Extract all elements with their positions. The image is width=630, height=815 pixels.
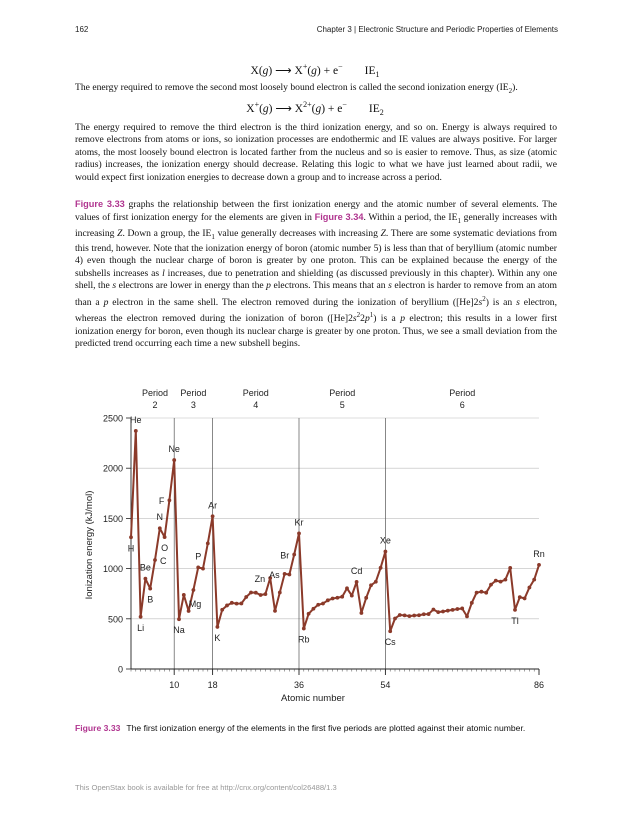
data-point bbox=[172, 458, 176, 462]
equation-ie1: X(g) ⟶ X+(g) + e− $IE_1$ bbox=[250, 62, 380, 80]
data-point bbox=[422, 612, 426, 616]
data-point bbox=[220, 608, 224, 612]
caption-text: The first ionization energy of the elements in the first five periods are plotted against their atomic number. bbox=[126, 723, 526, 733]
element-label: Rb bbox=[298, 634, 310, 645]
data-point bbox=[345, 586, 349, 590]
data-point bbox=[470, 601, 474, 605]
data-point bbox=[504, 578, 508, 582]
data-point bbox=[475, 591, 479, 595]
data-point bbox=[225, 604, 229, 608]
data-point bbox=[196, 565, 200, 569]
data-point bbox=[523, 597, 527, 601]
data-point bbox=[129, 535, 133, 539]
data-point bbox=[326, 598, 330, 602]
y-axis-label: Ionization energy (kJ/mol) bbox=[84, 490, 95, 600]
period-number: 4 bbox=[253, 400, 259, 410]
data-point bbox=[408, 614, 412, 618]
data-point bbox=[508, 566, 512, 570]
caption-label: Figure 3.33 bbox=[75, 723, 121, 733]
data-point bbox=[211, 514, 215, 518]
data-point bbox=[436, 610, 440, 614]
y-tick-label: 2000 bbox=[102, 463, 123, 474]
x-tick-label: 54 bbox=[380, 680, 391, 690]
data-point bbox=[302, 627, 306, 631]
chapter-header: Chapter 3 | Electronic Structure and Periodic Properties of Elements bbox=[316, 25, 558, 34]
period-label: Period bbox=[329, 388, 356, 398]
period-number: 5 bbox=[339, 400, 345, 410]
y-tick-label: 1000 bbox=[102, 564, 123, 575]
data-point bbox=[336, 596, 340, 600]
period-label: Period bbox=[242, 388, 269, 398]
period-label: Period bbox=[141, 388, 169, 398]
data-point bbox=[163, 535, 167, 539]
figure-3-33-link[interactable]: Figure 3.33 bbox=[75, 199, 125, 209]
data-point bbox=[259, 593, 263, 597]
y-tick-label: 500 bbox=[107, 614, 123, 625]
data-point bbox=[273, 609, 277, 613]
element-label: He bbox=[130, 414, 142, 425]
period-number: 2 bbox=[152, 400, 158, 410]
data-point bbox=[153, 558, 157, 562]
element-label: Zn bbox=[254, 574, 266, 585]
data-point bbox=[192, 588, 196, 592]
data-point bbox=[518, 595, 522, 599]
element-label: Ar bbox=[208, 500, 218, 511]
data-point bbox=[480, 590, 484, 594]
element-label: Na bbox=[173, 625, 185, 636]
data-point bbox=[168, 498, 172, 502]
data-point bbox=[158, 526, 162, 530]
element-label: O bbox=[161, 543, 169, 554]
data-point bbox=[264, 592, 268, 596]
x-tick-label: 10 bbox=[169, 680, 180, 690]
y-tick-label: 2500 bbox=[102, 413, 123, 424]
data-point bbox=[297, 531, 301, 535]
page-number: 162 bbox=[75, 25, 89, 34]
period-label: Period bbox=[180, 388, 207, 398]
data-point bbox=[230, 601, 234, 605]
data-point bbox=[379, 566, 383, 570]
x-axis-label: Atomic number bbox=[281, 693, 345, 704]
data-point bbox=[388, 629, 392, 633]
element-label: Xe bbox=[379, 535, 391, 546]
element-label: Rn bbox=[533, 548, 545, 559]
element-label: H bbox=[127, 543, 135, 554]
data-point bbox=[427, 612, 431, 616]
data-point bbox=[441, 610, 445, 614]
data-point bbox=[206, 541, 210, 545]
element-label: N bbox=[156, 512, 164, 523]
data-point bbox=[384, 550, 388, 554]
paragraph-figure-discussion: Figure 3.33 graphs the relationship between the first ionization energy and the atomic number of several elements. The values of first ionization energy for the elements are given in Figure 3.34. Within a period, the $IE_1$ generally increases with increasing Z. Down a group, the $IE_1$ value generally decreases with increasing Z. There are some systematic deviations from this trend, however. Note that the ionization energy of boron (atomic number 5) is less than that of beryllium (atomic number 4) even though the nuclear charge of boron is greater by one proton. This can be explained because the energy of the subshells increases as l increases, due to penetration and shielding (as discussed previously in this chapter). Within any one shell, the s electrons are lower in energy than the p electrons. This means that an s electron is harder to remove from an atom than a p electron in the same shell. The electron removed during the ionization of beryllium $([He]2s^2)$ is an s electron, whereas the electron removed during the ionization of boron $([He]2s^22p^1)$ is a p electron; this results in a lower first ionization energy for boron, even though its nuclear charge is greater by one proton. Thus, we see a small deviation from the predicted trend occurring each time a new subshell begins. bbox=[75, 199, 558, 350]
element-label: Be bbox=[139, 562, 151, 573]
data-point bbox=[240, 602, 244, 606]
data-point bbox=[331, 597, 335, 601]
data-point bbox=[456, 607, 460, 611]
data-point bbox=[489, 583, 493, 587]
data-point bbox=[537, 563, 541, 567]
data-point bbox=[148, 587, 152, 591]
data-point bbox=[393, 617, 397, 621]
data-point bbox=[412, 614, 416, 618]
element-label: C bbox=[160, 555, 167, 566]
data-point bbox=[494, 579, 498, 583]
data-point bbox=[360, 611, 364, 615]
data-point bbox=[278, 591, 282, 595]
data-point bbox=[460, 607, 464, 611]
x-tick-label: 18 bbox=[207, 680, 218, 690]
element-label: Li bbox=[137, 622, 145, 633]
equation-ie2: X+(g) ⟶ $X^{2+}(g) + e^-$ $IE_2$ bbox=[246, 100, 384, 118]
data-point bbox=[254, 591, 258, 595]
figure-3-34-link[interactable]: Figure 3.34 bbox=[314, 212, 364, 223]
period-number: 6 bbox=[459, 400, 465, 410]
data-point bbox=[432, 608, 436, 612]
element-label: Br bbox=[280, 550, 290, 561]
element-label: Cs bbox=[384, 637, 396, 648]
data-point bbox=[451, 608, 455, 612]
data-point bbox=[465, 614, 469, 618]
data-point bbox=[235, 602, 239, 606]
data-point bbox=[316, 603, 320, 607]
element-label: Kr bbox=[294, 517, 304, 528]
data-point bbox=[364, 596, 368, 600]
element-label: As bbox=[269, 569, 280, 580]
data-point bbox=[532, 578, 536, 582]
x-tick-label: 86 bbox=[533, 680, 545, 690]
data-point bbox=[446, 609, 450, 613]
data-point bbox=[244, 595, 248, 599]
data-point bbox=[374, 580, 378, 584]
data-point bbox=[312, 607, 316, 611]
element-label: P bbox=[195, 551, 202, 562]
data-point bbox=[321, 602, 325, 606]
data-point bbox=[398, 613, 402, 617]
element-label: B bbox=[147, 594, 154, 605]
element-label: K bbox=[214, 632, 221, 643]
data-point bbox=[369, 583, 373, 587]
data-point bbox=[403, 613, 407, 617]
data-point bbox=[187, 609, 191, 613]
element-label: Tl bbox=[511, 615, 519, 626]
data-point bbox=[283, 572, 287, 576]
data-point bbox=[417, 613, 421, 617]
element-label: Ne bbox=[168, 444, 180, 455]
data-point bbox=[499, 580, 503, 584]
paragraph-ie2-definition: The energy required to remove the second most loosely bound electron is called the second ionization energy $(IE_2)$. bbox=[75, 82, 518, 95]
element-label: Cd bbox=[350, 565, 363, 576]
data-point bbox=[340, 595, 344, 599]
period-number: 3 bbox=[190, 400, 196, 410]
data-point bbox=[355, 580, 359, 584]
data-point bbox=[177, 617, 181, 621]
footer-note: This OpenStax book is available for free at http://cnx.org/content/col26488/1.3 bbox=[75, 783, 337, 792]
data-point bbox=[513, 608, 517, 612]
data-point bbox=[307, 612, 311, 616]
x-tick-label: 36 bbox=[293, 680, 305, 690]
element-label: Mg bbox=[188, 598, 202, 609]
data-point bbox=[288, 573, 292, 577]
y-tick-label: 0 bbox=[117, 664, 123, 675]
figure-caption bbox=[75, 723, 557, 735]
data-point bbox=[484, 591, 488, 595]
data-point bbox=[201, 567, 205, 571]
data-point bbox=[182, 593, 186, 597]
data-point bbox=[350, 594, 354, 598]
y-tick-label: 1500 bbox=[102, 513, 123, 524]
period-label: Period bbox=[449, 388, 476, 398]
data-point bbox=[134, 429, 138, 433]
data-point bbox=[249, 591, 253, 595]
element-label: F bbox=[158, 496, 165, 507]
data-point bbox=[216, 625, 220, 629]
data-point bbox=[139, 615, 143, 619]
data-point bbox=[528, 586, 532, 590]
data-point bbox=[292, 553, 296, 557]
paragraph-ionization-energy: The energy required to remove the third electron is the third ionization energy, and so on. Energy is always required to remove electrons from atoms or ions, so ionization processes are endothermic and IE values are always positive. For larger atoms, the most loosely bound electron is located farther from the nucleus and so is easier to remove. Thus, as size (atomic radius) increases, the ionization energy should decrease. Relating this logic to what we have just learned about radii, we would expect first ionization energies to decrease down a group and to increase across a period. bbox=[75, 122, 557, 183]
data-point bbox=[144, 577, 148, 581]
